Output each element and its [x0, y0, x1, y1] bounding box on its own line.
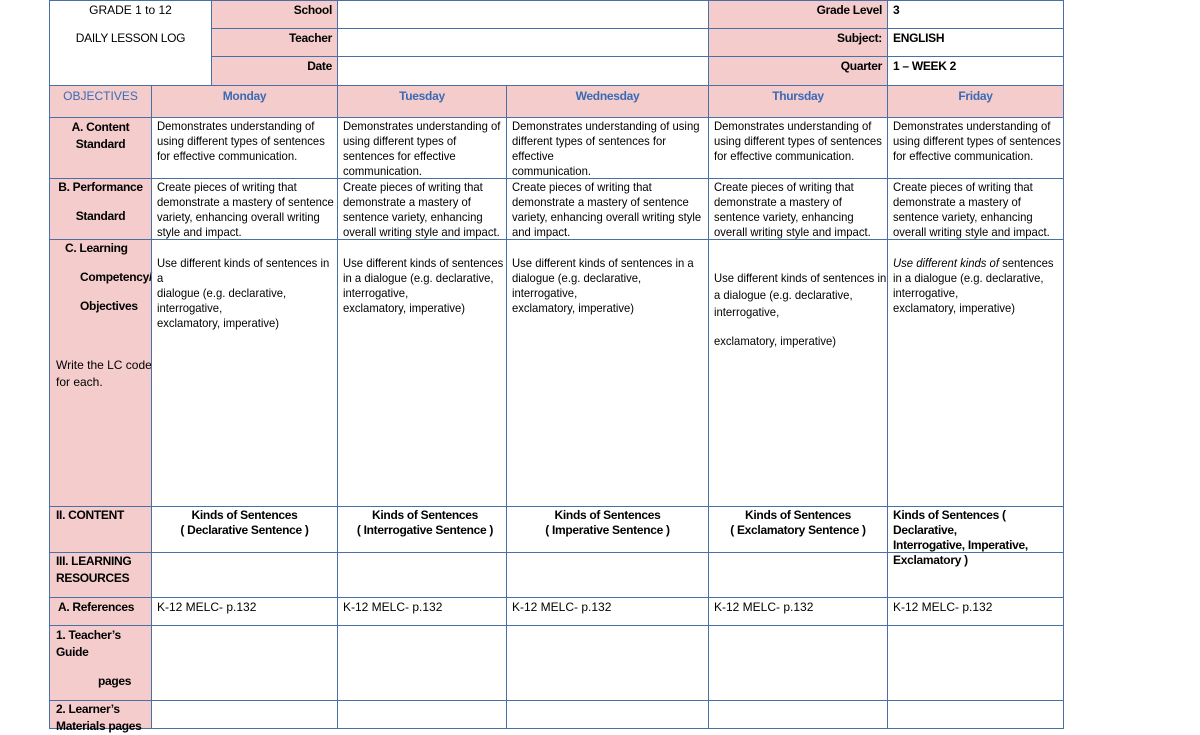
performance-standard-monday: Create pieces of writing that demonstrate a mastery of sentence variety, enhancing overall writing style and impact. [157, 180, 334, 239]
competency-friday-rest: sentences [998, 256, 1054, 270]
teachers-guide-pages-label: pages [98, 674, 132, 688]
content-wednesday: Kinds of Sentences ( Imperative Sentence ) [545, 508, 670, 537]
content-standard-wednesday: Demonstrates understanding of using different types of sentences for effective communication. [512, 119, 700, 178]
learning-resources-friday-cell[interactable] [887, 552, 1064, 598]
subject-value: ENGLISH [893, 31, 945, 45]
performance-standard-friday: Create pieces of writing that demonstrate a mastery of sentence variety, enhancing overall writing style and impact. [893, 180, 1050, 239]
teachers-guide-label: 1. Teacher’s Guide [56, 628, 121, 659]
competency-monday: Use different kinds of sentences in a dialogue (e.g. declarative, interrogative, exclamatory, imperative) [157, 256, 330, 330]
subject-label: Subject: [837, 31, 882, 45]
grade-range: GRADE 1 to 12 [89, 3, 172, 17]
quarter-label: Quarter [840, 59, 882, 73]
thursday-header: Thursday [772, 89, 824, 103]
learners-materials-label: 2. Learner’s Materials pages [56, 702, 142, 733]
learners-materials-tuesday-cell[interactable] [337, 700, 507, 729]
learners-materials-thursday-cell[interactable] [708, 700, 888, 729]
daily-lesson-log-title: DAILY LESSON LOG [75, 31, 186, 45]
lc-code-note: Write the LC code for each. [56, 358, 152, 389]
content-tuesday: Kinds of Sentences ( Interrogative Sentence ) [356, 508, 494, 537]
competency-friday-2: in a dialogue (e.g. declarative, interrogative, exclamatory, imperative) [893, 271, 1044, 315]
references-label: A. References [58, 600, 135, 614]
competency-label-1: C. Learning [65, 241, 128, 255]
competency-label-3: Objectives [80, 299, 138, 313]
competency-tuesday: Use different kinds of sentences in a dialogue (e.g. declarative, interrogative, exclamatory, imperative) [343, 256, 504, 315]
grade-level-label: Grade Level [816, 3, 882, 17]
tuesday-header: Tuesday [399, 89, 445, 103]
content-friday: Kinds of Sentences ( Declarative, Interrogative, Imperative, Exclamatory ) [893, 508, 1028, 567]
learners-materials-wednesday-cell[interactable] [506, 700, 709, 729]
references-friday: K-12 MELC- p.132 [893, 600, 993, 614]
grade-level-value-cell [887, 0, 1064, 29]
wednesday-header: Wednesday [575, 89, 640, 103]
competency-thursday-1: Use different kinds of sentences in a dialogue (e.g. declarative, interrogative, [714, 271, 887, 319]
content-thursday: Kinds of Sentences ( Exclamatory Sentence ) [730, 508, 866, 537]
learners-materials-monday-cell[interactable] [151, 700, 338, 729]
date-label: Date [307, 59, 332, 73]
learning-resources-tuesday-cell[interactable] [337, 552, 507, 598]
competency-friday-italic: Use different kinds of [893, 256, 999, 270]
learners-materials-friday-cell[interactable] [887, 700, 1064, 729]
teachers-guide-thursday-cell[interactable] [708, 625, 888, 701]
references-thursday: K-12 MELC- p.132 [714, 600, 814, 614]
learning-resources-thursday-cell[interactable] [708, 552, 888, 598]
content-label: II. CONTENT [56, 508, 125, 522]
teacher-label: Teacher [288, 31, 332, 45]
objectives-header: OBJECTIVES [63, 89, 138, 103]
references-monday: K-12 MELC- p.132 [157, 600, 257, 614]
learning-resources-monday-cell[interactable] [151, 552, 338, 598]
performance-standard-label-1: B. Performance [58, 180, 143, 194]
references-wednesday: K-12 MELC- p.132 [512, 600, 612, 614]
teachers-guide-friday-cell[interactable] [887, 625, 1064, 701]
monday-header: Monday [222, 89, 267, 103]
date-value-cell[interactable] [337, 56, 709, 86]
content-standard-friday: Demonstrates understanding of using different types of sentences for effective communication. [893, 119, 1061, 163]
competency-wednesday: Use different kinds of sentences in a dialogue (e.g. declarative, interrogative, exclamatory, imperative) [512, 256, 694, 315]
learning-resources-wednesday-cell[interactable] [506, 552, 709, 598]
competency-friday-1 [893, 256, 1067, 271]
content-standard-monday: Demonstrates understanding of using different types of sentences for effective communication. [157, 119, 325, 163]
teachers-guide-tuesday-cell[interactable] [337, 625, 507, 701]
content-monday: Kinds of Sentences ( Declarative Sentence ) [180, 508, 309, 537]
performance-standard-label-2: Standard [75, 209, 126, 223]
learning-resources-label: III. LEARNING RESOURCES [56, 554, 132, 585]
teachers-guide-monday-cell[interactable] [151, 625, 338, 701]
performance-standard-tuesday: Create pieces of writing that demonstrate a mastery of sentence variety, enhancing overall writing style and impact. [343, 180, 500, 239]
content-standard-tuesday: Demonstrates understanding of using different types of sentences for effective communication. [343, 119, 501, 178]
school-value-cell[interactable] [337, 0, 709, 29]
teachers-guide-wednesday-cell[interactable] [506, 625, 709, 701]
content-standard-thursday: Demonstrates understanding of using different types of sentences for effective communication. [714, 119, 882, 163]
performance-standard-thursday: Create pieces of writing that demonstrate a mastery of sentence variety, enhancing overall writing style and impact. [714, 180, 871, 239]
performance-standard-wednesday: Create pieces of writing that demonstrate a mastery of sentence variety, enhancing overall writing style and impact. [512, 180, 702, 239]
content-standard-label: A. Content Standard [71, 120, 130, 151]
competency-thursday-2: exclamatory, imperative) [714, 334, 837, 348]
references-tuesday: K-12 MELC- p.132 [343, 600, 443, 614]
competency-label-2: Competency/ [80, 270, 153, 284]
school-label: School [293, 3, 332, 17]
quarter-value: 1 – WEEK 2 [893, 59, 957, 73]
friday-header: Friday [958, 89, 993, 103]
teacher-value-cell[interactable] [337, 28, 709, 57]
grade-level-value: 3 [893, 3, 900, 17]
